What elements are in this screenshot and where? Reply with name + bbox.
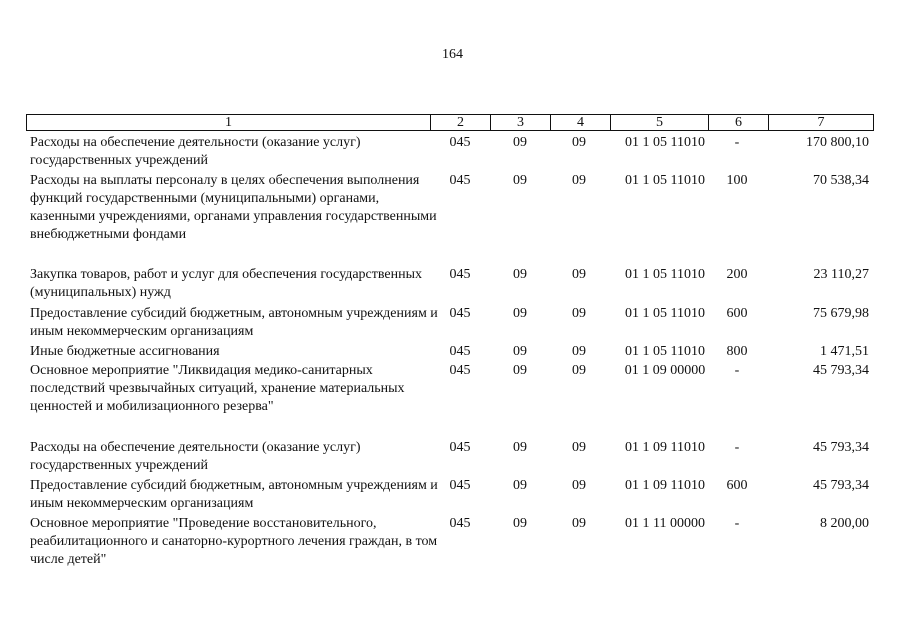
row-col-3: 09 [513, 516, 527, 531]
row-col-6: - [734, 135, 740, 150]
row-col-3: 09 [513, 440, 527, 455]
row-col-2: 045 [449, 267, 471, 282]
row-col-6: 200 [726, 267, 748, 282]
row-col-6: 600 [726, 478, 748, 493]
row-col-4: 09 [572, 344, 586, 359]
row-col-3: 09 [513, 478, 527, 493]
row-col-6: - [734, 363, 740, 378]
row-col-5: 01 1 09 00000 [624, 363, 706, 378]
row-col-4: 09 [572, 306, 586, 321]
row-col-7: 75 679,98 [813, 306, 869, 321]
row-col-7: 45 793,34 [813, 478, 869, 493]
row-col-2: 045 [449, 344, 471, 359]
row-name: Предоставление субсидий бюджетным, автономным учреждениям и иным некоммерческим организациям [30, 478, 438, 511]
row-col-3: 09 [513, 363, 527, 378]
table-header-row [26, 114, 874, 131]
row-col-2: 045 [449, 440, 471, 455]
row-col-4: 09 [572, 516, 586, 531]
row-col-4: 09 [572, 173, 586, 188]
row-col-2: 045 [449, 135, 471, 150]
row-col-3: 09 [513, 306, 527, 321]
row-name: Закупка товаров, работ и услуг для обеспечения государственных (муниципальных) нужд [30, 267, 423, 300]
row-col-7: 23 110,27 [813, 267, 869, 282]
row-col-6: 800 [726, 344, 748, 359]
row-name: Расходы на обеспечение деятельности (оказание услуг) государственных учреждений [30, 440, 361, 473]
row-col-5: 01 1 09 11010 [625, 440, 705, 455]
row-col-3: 09 [513, 135, 527, 150]
row-col-3: 09 [513, 267, 527, 282]
row-col-7: 8 200,00 [820, 516, 869, 531]
row-col-5: 01 1 11 00000 [625, 516, 705, 531]
row-col-5: 01 1 05 11010 [625, 135, 705, 150]
row-col-4: 09 [572, 478, 586, 493]
row-col-2: 045 [449, 363, 471, 378]
header-col-7: 7 [817, 115, 825, 130]
header-col-6: 6 [709, 115, 769, 130]
row-col-4: 09 [572, 440, 586, 455]
row-col-4: 09 [572, 135, 586, 150]
row-col-7: 1 471,51 [820, 344, 869, 359]
row-col-2: 045 [449, 306, 471, 321]
row-col-7: 45 793,34 [813, 363, 869, 378]
row-col-6: 100 [726, 173, 748, 188]
row-name: Предоставление субсидий бюджетным, автономным учреждениям и иным некоммерческим организациям [30, 306, 438, 339]
row-col-5: 01 1 05 11010 [625, 306, 705, 321]
header-col-3: 3 [491, 115, 551, 130]
row-col-7: 170 800,10 [806, 135, 869, 150]
row-name: Иные бюджетные ассигнования [30, 344, 220, 359]
row-col-4: 09 [572, 363, 586, 378]
page-number: 164 [442, 47, 463, 62]
row-col-2: 045 [449, 478, 471, 493]
header-col-2: 2 [431, 115, 491, 130]
row-col-6: 600 [726, 306, 748, 321]
row-col-3: 09 [513, 344, 527, 359]
row-name: Расходы на выплаты персоналу в целях обеспечения выполнения функций государственными (муниципальными) органами, казенными учреждениями, органами управления государственными внебюджетными фондами [30, 173, 437, 242]
row-col-3: 09 [513, 173, 527, 188]
header-col-5: 5 [611, 115, 709, 130]
header-col-1: 1 [27, 115, 431, 130]
row-col-5: 01 1 09 11010 [625, 478, 705, 493]
row-col-2: 045 [449, 173, 471, 188]
row-col-5: 01 1 05 11010 [625, 344, 705, 359]
row-col-6: - [734, 440, 740, 455]
row-col-7: 45 793,34 [813, 440, 869, 455]
row-col-6: - [734, 516, 740, 531]
row-col-5: 01 1 05 11010 [625, 267, 705, 282]
row-name: Основное мероприятие "Ликвидация медико-санитарных последствий чрезвычайных ситуаций, хранение материальных ценностей и мобилизационного резерва" [30, 363, 405, 414]
row-col-2: 045 [449, 516, 471, 531]
row-col-7: 70 538,34 [813, 173, 869, 188]
row-col-5: 01 1 05 11010 [625, 173, 705, 188]
row-col-4: 09 [572, 267, 586, 282]
header-col-4: 4 [551, 115, 611, 130]
row-name: Основное мероприятие "Проведение восстановительного, реабилитационного и санаторно-курортного лечения граждан, в том числе детей" [30, 516, 438, 567]
row-name: Расходы на обеспечение деятельности (оказание услуг) государственных учреждений [30, 135, 361, 168]
